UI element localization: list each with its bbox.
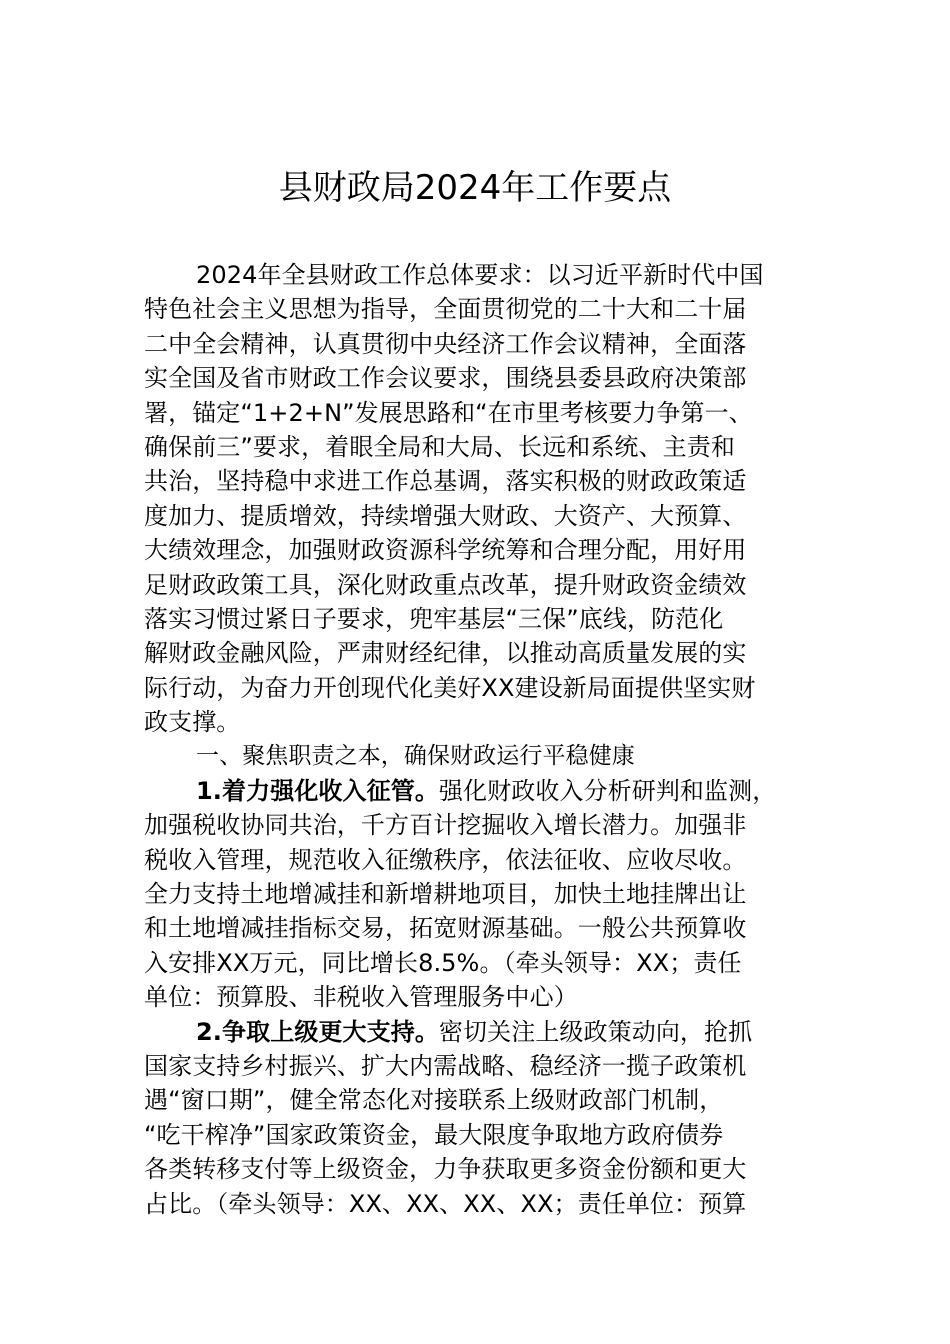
item2-line: 国家支持乡村振兴、扩大内需战略、稳经济一揽子政策机 [144, 1051, 747, 1080]
item1-first-line [144, 774, 814, 808]
item1-line: 入安排XX万元，同比增长8.5%。（牵头领导：XX；责任 [144, 948, 742, 977]
item2-line: 遇“窗口期”，健全常态化对接联系上级财政部门机制， [144, 1086, 724, 1115]
item1-lead: 1.着力强化收入征管。 [196, 776, 439, 805]
intro-line: 大绩效理念，加强财政资源科学统筹和合理分配，用好用 [144, 536, 747, 565]
intro-line: 际行动，为奋力开创现代化美好XX建设新局面提供坚实财 [144, 673, 756, 702]
item2-line: “吃干榨净”国家政策资金，最大限度争取地方政府债券 [144, 1120, 724, 1149]
item2-line: 占比。（牵头领导：XX、XX、XX、XX；责任单位：预算 [144, 1189, 747, 1218]
document-body [144, 258, 814, 1221]
item2-first-line [144, 1015, 814, 1049]
document-title: 县财政局2024年工作要点 [278, 168, 672, 208]
item2-lead: 2.争取上级更大支持。 [196, 1017, 439, 1046]
intro-line: 二中全会精神，认真贯彻中央经济工作会议精神，全面落 [144, 329, 747, 358]
item1-line: 和土地增减挂指标交易，拓宽财源基础。一般公共预算收 [144, 914, 747, 943]
item2-line: 各类转移支付等上级资金，力争获取更多资金份额和更大 [144, 1155, 747, 1184]
intro-line: 解财政金融风险，严肃财经纪律，以推动高质量发展的实 [144, 639, 747, 668]
item1-line: 税收入管理，规范收入征缴秩序，依法征收、应收尽收。 [144, 845, 747, 874]
item1-line: 加强税收协同共治，千方百计挖掘收入增长潜力。加强非 [144, 811, 747, 840]
item1-first-line-rest: 强化财政收入分析研判和监测， [438, 776, 777, 805]
intro-line: 特色社会主义思想为指导，全面贯彻党的二十大和二十届 [144, 295, 747, 324]
intro-line: 政支撑。 [144, 708, 241, 737]
intro-line: 落实习惯过紧日子要求，兜牢基层“三保”底线，防范化 [144, 604, 724, 633]
intro-line: 确保前三”要求，着眼全局和大局、长远和系统、主责和 [144, 432, 735, 461]
intro-line: 实全国及省市财政工作会议要求，围绕县委县政府决策部 [144, 364, 747, 393]
section-heading: 一、聚焦职责之本，确保财政运行平稳健康 [196, 743, 635, 770]
item2-first-line-rest: 密切关注上级政策动向，抢抓 [438, 1017, 753, 1046]
item1-line: 全力支持土地增减挂和新增耕地项目，加快土地挂牌出让 [144, 880, 747, 909]
intro-line: 共治，坚持稳中求进工作总基调，落实积极的财政政策适 [144, 467, 747, 496]
item1-line: 单位：预算股、非税收入管理服务中心） [144, 983, 578, 1012]
intro-line: 足财政政策工具，深化财政重点改革，提升财政资金绩效 [144, 570, 747, 599]
intro-line: 度加力、提质增效，持续增强大财政、大资产、大预算、 [144, 501, 747, 530]
intro-line: 署，锚定“1+2+N”发展思路和“在市里考核要力争第一、 [144, 398, 753, 427]
intro-line: 2024年全县财政工作总体要求：以习近平新时代中国 [196, 261, 764, 289]
